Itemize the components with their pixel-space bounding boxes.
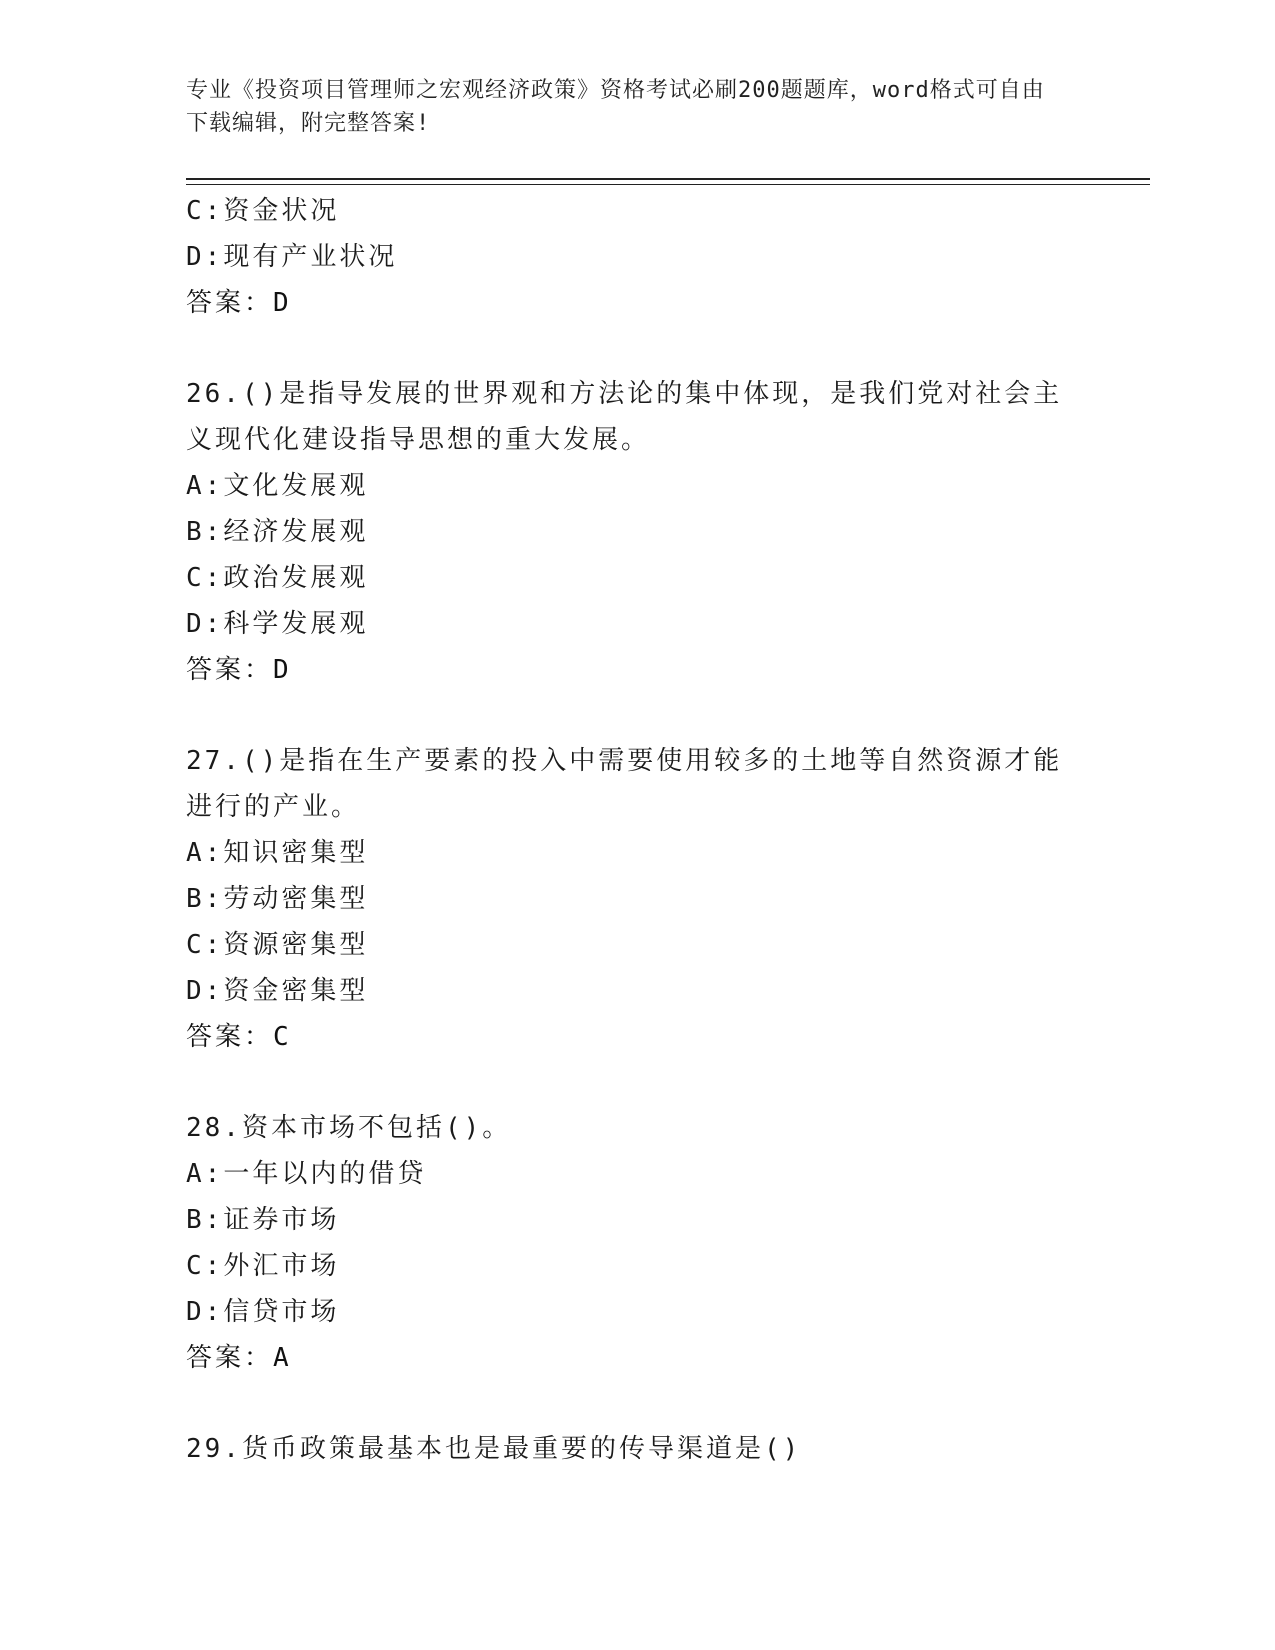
- question-item: [186, 738, 1086, 1060]
- answer-line: [186, 1014, 1086, 1060]
- answer-label: 答案：: [186, 655, 274, 685]
- option-key: C:: [186, 930, 224, 960]
- answer-line: [186, 280, 1086, 326]
- option-d: [186, 234, 1086, 280]
- option-key: D:: [186, 1297, 224, 1327]
- question-stem: [186, 371, 1086, 463]
- option-text: 一年以内的借贷: [223, 1159, 427, 1189]
- question-item: [186, 371, 1086, 693]
- answer-value: D: [273, 288, 292, 318]
- option-key: B:: [186, 1205, 224, 1235]
- option-c: [186, 555, 1086, 601]
- option-key: A:: [186, 471, 224, 501]
- question-spacer: [186, 326, 1086, 371]
- option-key: D:: [186, 609, 224, 639]
- question-text: ()是指导发展的世界观和方法论的集中体现，是我们党对社会主义现代化建设指导思想的重大发展。: [186, 379, 1063, 455]
- option-c: [186, 922, 1086, 968]
- option-text: 知识密集型: [223, 838, 369, 868]
- answer-label: 答案：: [186, 1343, 274, 1373]
- option-key: C:: [186, 563, 224, 593]
- option-text: 证券市场: [223, 1205, 340, 1235]
- option-key: B:: [186, 884, 224, 914]
- answer-line: [186, 647, 1086, 693]
- option-key: C:: [186, 196, 224, 226]
- question-fragment: [186, 188, 1086, 326]
- question-text: ()是指在生产要素的投入中需要使用较多的土地等自然资源才能进行的产业。: [186, 746, 1063, 822]
- question-spacer: [186, 693, 1086, 738]
- question-text: 资本市场不包括()。: [241, 1113, 512, 1143]
- option-text: 外汇市场: [223, 1251, 340, 1281]
- question-spacer: [186, 1060, 1086, 1105]
- question-spacer: [186, 1381, 1086, 1426]
- option-key: A:: [186, 1159, 224, 1189]
- option-text: 资金状况: [223, 196, 340, 226]
- option-text: 资金密集型: [223, 976, 369, 1006]
- question-item: [186, 1426, 1086, 1472]
- question-text: 货币政策最基本也是最重要的传导渠道是(): [241, 1434, 802, 1464]
- option-c: [186, 188, 1086, 234]
- option-a: [186, 463, 1086, 509]
- question-stem: [186, 1426, 1086, 1472]
- option-key: A:: [186, 838, 224, 868]
- option-b: [186, 509, 1086, 555]
- option-a: [186, 830, 1086, 876]
- answer-value: C: [273, 1022, 292, 1052]
- option-d: [186, 1289, 1086, 1335]
- option-d: [186, 968, 1086, 1014]
- question-number: 29.: [186, 1434, 242, 1464]
- question-stem: [186, 738, 1086, 830]
- question-item: [186, 1105, 1086, 1381]
- header-divider-thick: [186, 178, 1150, 180]
- question-number: 28.: [186, 1113, 242, 1143]
- option-b: [186, 876, 1086, 922]
- option-text: 文化发展观: [223, 471, 369, 501]
- option-key: C:: [186, 1251, 224, 1281]
- option-text: 资源密集型: [223, 930, 369, 960]
- question-list: [186, 188, 1086, 1472]
- answer-value: D: [273, 655, 292, 685]
- option-a: [186, 1151, 1086, 1197]
- option-text: 信贷市场: [223, 1297, 340, 1327]
- option-c: [186, 1243, 1086, 1289]
- question-number: 27.: [186, 746, 242, 776]
- answer-label: 答案：: [186, 1022, 274, 1052]
- option-key: B:: [186, 517, 224, 547]
- answer-value: A: [273, 1343, 292, 1373]
- option-key: D:: [186, 976, 224, 1006]
- question-number: 26.: [186, 379, 242, 409]
- question-stem: [186, 1105, 1086, 1151]
- answer-line: [186, 1335, 1086, 1381]
- header-divider-thin: [186, 184, 1150, 185]
- option-d: [186, 601, 1086, 647]
- option-text: 政治发展观: [223, 563, 369, 593]
- option-text: 劳动密集型: [223, 884, 369, 914]
- option-key: D:: [186, 242, 224, 272]
- option-text: 科学发展观: [223, 609, 369, 639]
- answer-label: 答案：: [186, 288, 274, 318]
- option-text: 经济发展观: [223, 517, 369, 547]
- option-b: [186, 1197, 1086, 1243]
- document-header: 专业《投资项目管理师之宏观经济政策》资格考试必刷200题题库，word格式可自由下载编辑，附完整答案!: [186, 78, 1045, 136]
- option-text: 现有产业状况: [223, 242, 398, 272]
